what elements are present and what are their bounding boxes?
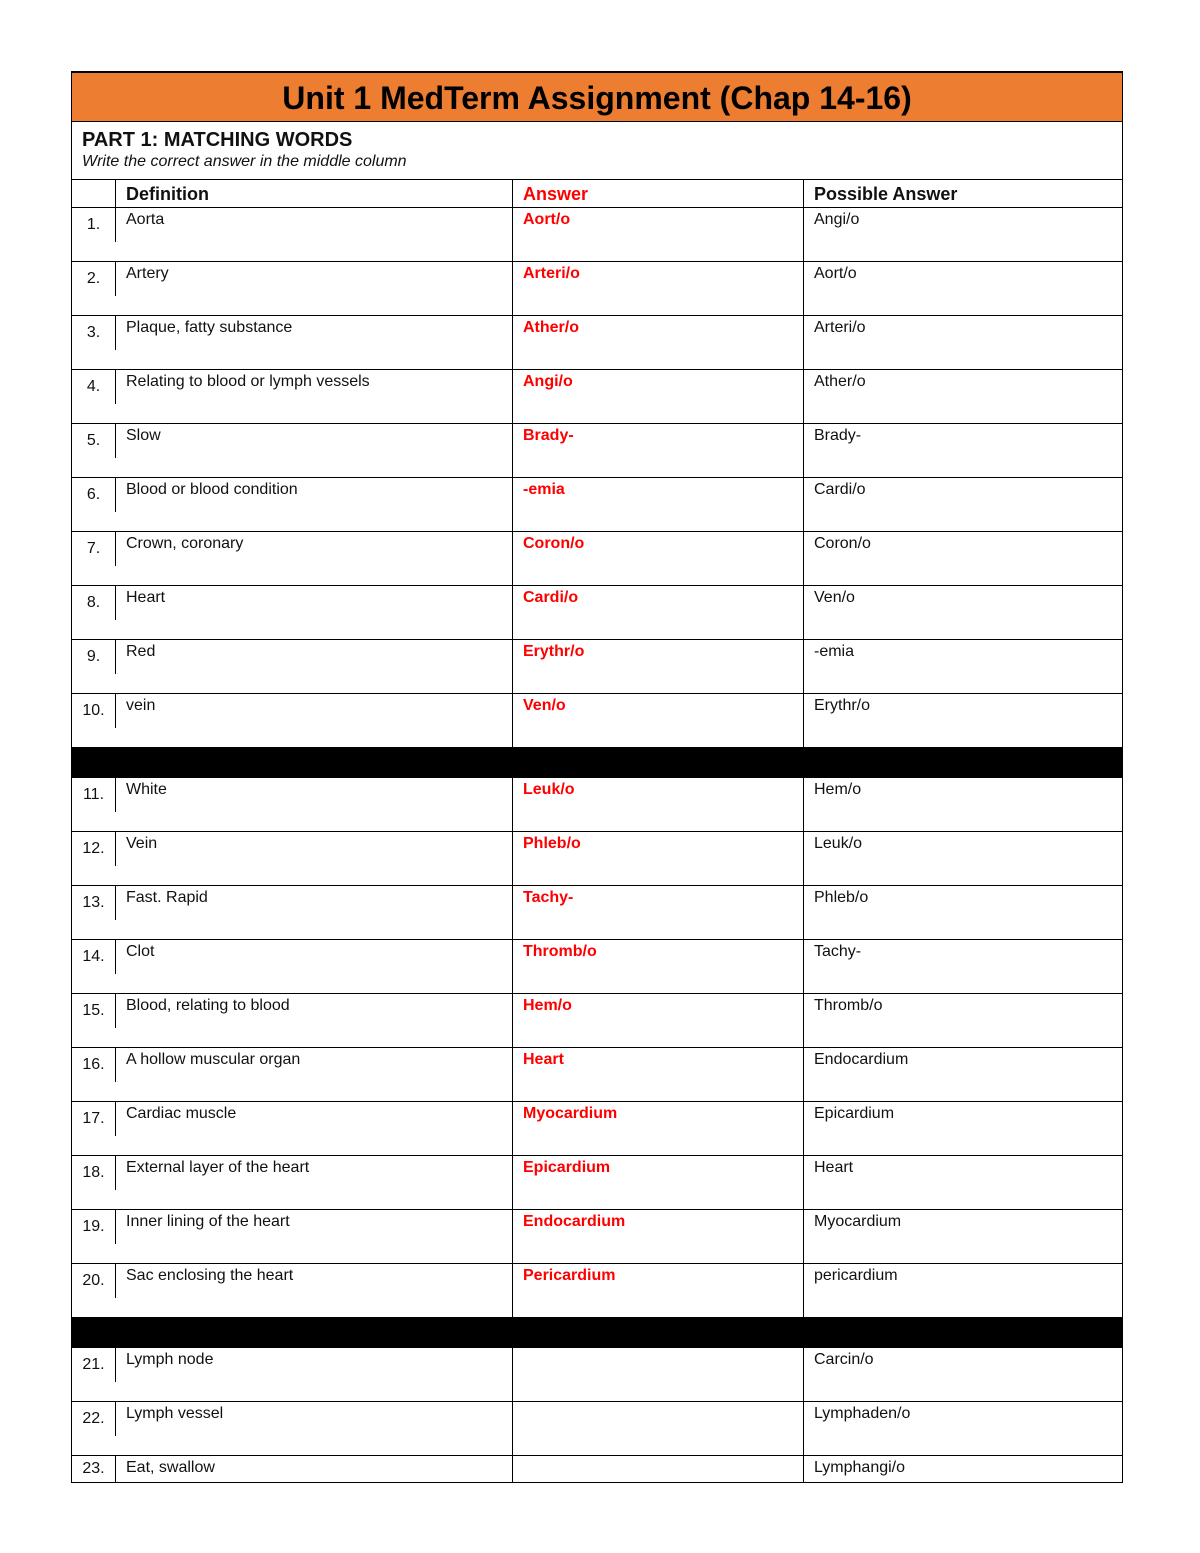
possible-answer-cell: Leuk/o xyxy=(814,835,863,852)
row-number: 8. xyxy=(72,586,116,620)
possible-answer-cell: Ven/o xyxy=(814,589,855,606)
possible-answer-cell: Tachy- xyxy=(814,943,862,960)
possible-answer-cell: pericardium xyxy=(814,1267,898,1284)
answer-cell[interactable]: Thromb/o xyxy=(513,940,804,993)
table-row xyxy=(72,208,1122,262)
definition-cell: A hollow muscular organ xyxy=(116,1048,513,1101)
possible-answer-cell: Myocardium xyxy=(814,1213,902,1230)
answer-cell[interactable]: Heart xyxy=(513,1048,804,1101)
row-number: 9. xyxy=(72,640,116,674)
table-row xyxy=(72,1210,1122,1264)
row-number: 10. xyxy=(72,694,116,728)
answer-cell[interactable]: Cardi/o xyxy=(513,586,804,639)
possible-answer-cell: Ather/o xyxy=(814,373,866,390)
row-number: 14. xyxy=(72,940,116,974)
assignment-sheet xyxy=(71,71,1123,1483)
table-row xyxy=(72,994,1122,1048)
possible-answer-cell: Arteri/o xyxy=(814,319,866,336)
possible-answer-cell: Brady- xyxy=(814,427,862,444)
row-number: 19. xyxy=(72,1210,116,1244)
answer-cell[interactable] xyxy=(513,1348,804,1401)
definition-cell: Lymph vessel xyxy=(116,1402,513,1455)
possible-answer-cell: Angi/o xyxy=(814,211,860,228)
table-row xyxy=(72,478,1122,532)
table-row xyxy=(72,586,1122,640)
row-number: 16. xyxy=(72,1048,116,1082)
definition-cell: Lymph node xyxy=(116,1348,513,1401)
number-column-header xyxy=(72,180,116,207)
table-row xyxy=(72,640,1122,694)
part-instruction: Write the correct answer in the middle column xyxy=(82,153,407,170)
answer-cell[interactable]: -emia xyxy=(513,478,804,531)
answer-cell[interactable]: Arteri/o xyxy=(513,262,804,315)
definition-cell: Artery xyxy=(116,262,513,315)
part-heading: PART 1: MATCHING WORDS xyxy=(82,129,353,151)
row-number: 15. xyxy=(72,994,116,1028)
row-number: 1. xyxy=(72,208,116,242)
possible-answer-cell: Epicardium xyxy=(814,1105,895,1122)
answer-cell[interactable]: Hem/o xyxy=(513,994,804,1047)
definition-cell: Blood or blood condition xyxy=(116,478,513,531)
definition-cell: Blood, relating to blood xyxy=(116,994,513,1047)
table-row xyxy=(72,370,1122,424)
definition-cell: Red xyxy=(116,640,513,693)
row-number: 7. xyxy=(72,532,116,566)
definition-cell: Crown, coronary xyxy=(116,532,513,585)
table-row xyxy=(72,424,1122,478)
answer-cell[interactable] xyxy=(513,1402,804,1455)
row-number: 22. xyxy=(72,1402,116,1436)
possible-answer-cell: Heart xyxy=(814,1159,854,1176)
table-row xyxy=(72,1156,1122,1210)
row-number: 23. xyxy=(72,1456,116,1482)
definition-cell: External layer of the heart xyxy=(116,1156,513,1209)
answer-cell[interactable]: Ather/o xyxy=(513,316,804,369)
table-row xyxy=(72,778,1122,832)
definition-cell: Sac enclosing the heart xyxy=(116,1264,513,1317)
answer-column-header: Answer xyxy=(513,180,804,207)
possible-answer-cell: Thromb/o xyxy=(814,997,883,1014)
section-divider xyxy=(72,1318,1122,1348)
answer-cell[interactable]: Tachy- xyxy=(513,886,804,939)
row-number: 20. xyxy=(72,1264,116,1298)
definition-cell: Slow xyxy=(116,424,513,477)
row-number: 2. xyxy=(72,262,116,296)
possible-answer-cell: Phleb/o xyxy=(814,889,869,906)
answer-cell[interactable]: Angi/o xyxy=(513,370,804,423)
answer-cell[interactable]: Endocardium xyxy=(513,1210,804,1263)
row-number: 5. xyxy=(72,424,116,458)
possible-answer-cell: Lymphaden/o xyxy=(814,1405,911,1422)
row-number: 3. xyxy=(72,316,116,350)
table-row xyxy=(72,886,1122,940)
row-number: 17. xyxy=(72,1102,116,1136)
table-row xyxy=(72,532,1122,586)
section-divider xyxy=(72,748,1122,778)
possible-answer-cell: Endocardium xyxy=(814,1051,909,1068)
row-number: 13. xyxy=(72,886,116,920)
table-row xyxy=(72,1264,1122,1318)
definition-cell: Inner lining of the heart xyxy=(116,1210,513,1263)
definition-cell: Fast. Rapid xyxy=(116,886,513,939)
table-row xyxy=(72,1456,1122,1483)
possible-answer-column-header: Possible Answer xyxy=(814,184,958,204)
answer-cell[interactable]: Ven/o xyxy=(513,694,804,747)
row-number: 12. xyxy=(72,832,116,866)
table-row xyxy=(72,262,1122,316)
table-row xyxy=(72,1348,1122,1402)
definition-cell: Heart xyxy=(116,586,513,639)
definition-cell: Vein xyxy=(116,832,513,885)
definition-cell: Clot xyxy=(116,940,513,993)
table-row xyxy=(72,1402,1122,1456)
answer-cell[interactable]: Erythr/o xyxy=(513,640,804,693)
definition-column-header: Definition xyxy=(116,180,513,207)
answer-cell[interactable]: Myocardium xyxy=(513,1102,804,1155)
answer-cell[interactable]: Coron/o xyxy=(513,532,804,585)
possible-answer-cell: Erythr/o xyxy=(814,697,871,714)
table-row xyxy=(72,940,1122,994)
definition-cell: vein xyxy=(116,694,513,747)
row-number: 11. xyxy=(72,778,116,812)
answer-cell[interactable]: Epicardium xyxy=(513,1156,804,1209)
answer-cell[interactable]: Leuk/o xyxy=(513,778,804,831)
definition-cell: Plaque, fatty substance xyxy=(116,316,513,369)
definition-cell: Aorta xyxy=(116,208,513,261)
table-row xyxy=(72,316,1122,370)
answer-cell[interactable]: Pericardium xyxy=(513,1264,804,1317)
answer-cell[interactable] xyxy=(513,1456,804,1482)
table-row xyxy=(72,1048,1122,1102)
answer-cell[interactable]: Phleb/o xyxy=(513,832,804,885)
answer-cell[interactable]: Brady- xyxy=(513,424,804,477)
row-number: 18. xyxy=(72,1156,116,1190)
definition-cell: Relating to blood or lymph vessels xyxy=(116,370,513,423)
row-number: 4. xyxy=(72,370,116,404)
table-row xyxy=(72,832,1122,886)
column-header-row xyxy=(72,180,1122,208)
possible-answer-cell: Carcin/o xyxy=(814,1351,874,1368)
definition-cell: Cardiac muscle xyxy=(116,1102,513,1155)
possible-answer-cell: Lymphangi/o xyxy=(814,1459,906,1476)
possible-answer-cell: -emia xyxy=(814,643,855,660)
possible-answer-cell: Coron/o xyxy=(814,535,871,552)
table-row xyxy=(72,1102,1122,1156)
page-title: Unit 1 MedTerm Assignment (Chap 14-16) xyxy=(72,73,1122,122)
possible-answer-cell: Cardi/o xyxy=(814,481,866,498)
possible-answer-cell: Hem/o xyxy=(814,781,862,798)
answer-cell[interactable]: Aort/o xyxy=(513,208,804,261)
row-number: 21. xyxy=(72,1348,116,1382)
table-row xyxy=(72,694,1122,748)
possible-answer-cell: Aort/o xyxy=(814,265,857,282)
definition-cell: White xyxy=(116,778,513,831)
part-header xyxy=(72,122,1122,180)
row-number: 6. xyxy=(72,478,116,512)
definition-cell: Eat, swallow xyxy=(116,1456,513,1482)
